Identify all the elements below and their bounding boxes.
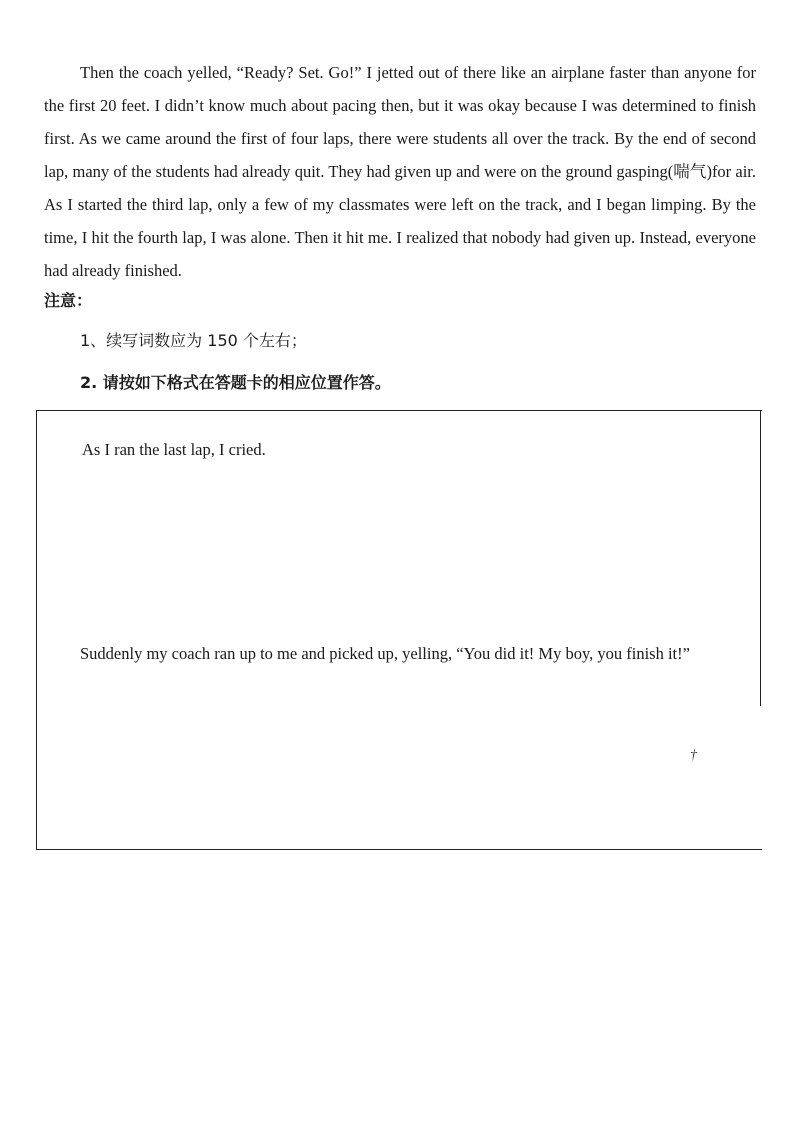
answer-box-right-border <box>760 410 761 706</box>
note-answer-format: 2. 请按如下格式在答题卡的相应位置作答。 <box>80 373 391 392</box>
note-word-count: 1、续写词数应为 150 个左右； <box>80 331 307 350</box>
answer-box <box>36 410 762 850</box>
notes-title: 注意： <box>44 291 93 310</box>
stray-pen-mark: † <box>690 748 697 763</box>
paragraph-1-opening: As I ran the last lap, I cried. <box>82 440 266 459</box>
story-passage: Then the coach yelled, “Ready? Set. Go!” I jetted out of there like an airplane faster than anyone for the first 20 feet. I didn’t know much about pacing then, but it was okay because I was determined to finish first. As we came around the first of four laps, there were students all over the track. By the end of second lap, many of the students had already quit. They had given up and were on the ground gasping(喘气)for air. As I started the third lap, only a few of my classmates were left on the track, and I began limping. By the time, I hit the fourth lap, I was alone. Then it hit me. I realized that nobody had given up. Instead, everyone had already finished. <box>44 63 756 280</box>
paragraph-2-opening: Suddenly my coach ran up to me and picked up, yelling, “You did it! My boy, you finish it!” <box>80 644 690 663</box>
